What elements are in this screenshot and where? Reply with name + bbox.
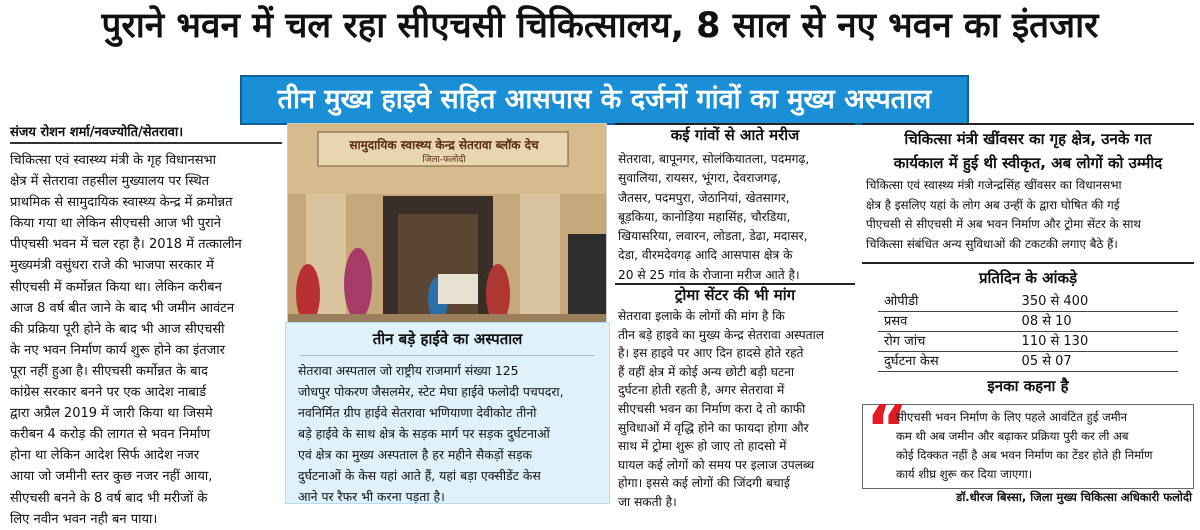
minister-text xyxy=(866,176,1194,254)
trauma-line: सेतरावा इलाके के लोगों की मांग है कि xyxy=(618,309,785,323)
daily-stats-table xyxy=(878,292,1178,372)
stats-row xyxy=(878,352,1178,372)
quote-line: कार्य शीघ्र शुरू कर दिया जाएगा। xyxy=(896,467,1033,481)
villages-line: खियासरिया, लवारन, लोडता, डेढा, मदासर, xyxy=(618,229,808,244)
quote-text xyxy=(896,408,1188,484)
article-line: पूरा नहीं हुआ है। सीएचसी कर्मोन्नत के बाद xyxy=(10,363,208,379)
highway-box-line: जोधपुर पोकरण जैसलमेर, स्टेट मेघा हाईवे फलोदी पचपदरा, xyxy=(298,384,564,399)
photo-sign-subtext: जिला-फलोदी xyxy=(422,155,466,165)
villages-title: कई गांवों से आते मरीज xyxy=(670,126,800,144)
article-line: आया जो जमीनी स्तर कुछ नजर नहीं आया, xyxy=(10,469,213,485)
minister-line: चिकित्सा एवं स्वास्थ्य मंत्री गजेन्द्रसिंह खींवसर का विधानसभा xyxy=(866,178,1122,192)
stats-title: प्रतिदिन के आंकड़े xyxy=(862,262,1194,288)
quote-attribution: डॉ.धीरज बिस्सा, जिला मुख्य चिकित्सा अधिकारी फलोदी xyxy=(956,490,1192,504)
article-line: के नए भवन निर्माण कार्य शुरू होने का इंतजार xyxy=(10,342,225,358)
article-line: चिकित्सा एवं स्वास्थ्य मंत्री के गृह विधानसभा xyxy=(10,153,217,168)
article-line: लिए नवीन भवन नही बन पाया। xyxy=(10,511,158,527)
quote-mark-icon: “ xyxy=(866,393,909,467)
article-line: आज 8 वर्ष बीत जाने के बाद भी जमीन आवंटन xyxy=(10,300,235,316)
stats-row xyxy=(878,332,1178,352)
trauma-line: साथ में ट्रोमा शुरू हो जाए तो हादसो में xyxy=(618,439,787,454)
left-column-text xyxy=(10,150,282,530)
minister-line: पीएचसी से सीएचसी में अब भवन निर्माण और ट्रोमा सेंटर के साथ xyxy=(866,217,1141,231)
highway-box-line: आने पर रैफर भी करना पड़ता है। xyxy=(298,489,445,504)
article-line: किया गया था लेकिन सीएचसी आज भी पुराने xyxy=(10,216,221,232)
villages-line: जैतसर, पदमपुरा, जेठानियां, खेतसागर, xyxy=(618,190,790,205)
stats-label: दुर्घटना केस xyxy=(878,352,1016,372)
headline: पुराने भवन में चल रहा सीएचसी चिकित्सालय, 8 साल से नए भवन का इंतजार xyxy=(101,6,1099,46)
minister-line: क्षेत्र है इसलिए यहां के लोग अब उन्हीं के द्वारा घोषित की गई xyxy=(866,197,1120,212)
highway-box-line: दुर्घटनाओं के केस यहां आते हैं, यहां बड़ा एक्सीडेंट केस xyxy=(298,468,541,483)
highway-box-title: तीन बड़े हाईवे का अस्पताल xyxy=(300,329,595,356)
trauma-line: सीएचसी भवन का निर्माण करा दे तो काफी xyxy=(618,401,806,416)
villages-line: सेतरावा, बापूनगर, सोलंकियातला, पदमगढ़, xyxy=(618,152,810,166)
trauma-line: है। इस हाइवे पर आए दिन हादसे होते रहते xyxy=(618,346,804,361)
hospital-photo xyxy=(287,123,607,325)
stats-value: 08 से 10 xyxy=(1016,312,1178,332)
stats-value: 350 से 400 xyxy=(1016,292,1178,312)
trauma-line: घायल कई लोगों को समय पर इलाज उपलब्ध xyxy=(618,457,815,472)
trauma-line: हैं वहीं क्षेत्र में कोई अन्य छोटी बड़ी घटना xyxy=(618,364,794,379)
article-line: सीएचसी बनने के 8 वर्ष बाद भी मरीजों के xyxy=(10,490,208,506)
article-line: क्षेत्र में सेतरावा तहसील मुख्यालय पर स्थित xyxy=(10,174,210,190)
article-line: की प्रक्रिया पूरी होने के बाद भी आज सीएचसी xyxy=(10,321,225,337)
stats-label: प्रसव xyxy=(878,312,1016,332)
quote-title: इनका कहना है xyxy=(987,377,1069,395)
trauma-line: सुविधाओं में वृद्धि होने का फायदा होगा और xyxy=(618,420,809,435)
villages-line: बूड़किया, कानोड़िया महासिंह, चौरडिया, xyxy=(618,209,791,224)
trauma-line: दुर्घटना होती रहती है, अगर सेतरावा में xyxy=(618,383,785,398)
stats-value: 05 से 07 xyxy=(1016,352,1178,372)
stats-label: ओपीडी xyxy=(878,292,1016,312)
trauma-line: होगा। इससे कई लोगों की जिंदगी बचाई xyxy=(618,476,790,491)
minister-line: चिकित्सा संबंधित अन्य सुविधाओं की टकटकी लगाए बैठे हैं। xyxy=(866,236,1118,251)
article-line: पीएचसी भवन में चल रहा है। 2018 में तत्कालीन xyxy=(10,237,242,253)
stats-value: 110 से 130 xyxy=(1016,332,1178,352)
article-line: प्राथमिक से सामुदायिक स्वास्थ्य केन्द्र में क्रमोन्नत xyxy=(10,195,233,211)
villages-line: 20 से 25 गांव के रोजाना मरीज आते है। xyxy=(618,267,800,282)
minister-title-line-1: चिकित्सा मंत्री खींवसर का गृह क्षेत्र, उनके गत xyxy=(904,130,1152,148)
photo-sign-text: सामुदायिक स्वास्थ्य केन्द्र सेतरावा ब्लॉक देच xyxy=(349,138,539,152)
article-line: करीबन 4 करोड़ की लागत से भवन निर्माण xyxy=(10,427,210,443)
stats-row xyxy=(878,292,1178,312)
trauma-title: ट्रोमा सेंटर की भी मांग xyxy=(674,286,796,304)
highway-hospital-box xyxy=(285,322,610,504)
article-line: कांग्रेस सरकार बनने पर एक आदेश नाबार्ड xyxy=(10,385,207,401)
stats-row xyxy=(878,312,1178,332)
highway-box-line: एवं क्षेत्र का मुख्य अस्पताल है हर महीने सैकड़ों सड़क xyxy=(298,447,533,462)
trauma-text xyxy=(618,307,854,512)
subheadline: तीन मुख्य हाइवे सहित आसपास के दर्जनों गांवों का मुख्य अस्पताल xyxy=(240,75,969,125)
quote-line: कम थी अब जमीन और बढ़ाकर प्रक्रिया पुरी कर ली अब xyxy=(896,429,1129,443)
minister-title-line-2: कार्यकाल में हुई थी स्वीकृत, अब लोगों को उम्मीद xyxy=(893,154,1163,172)
trauma-line: जा सकती है। xyxy=(618,494,677,509)
highway-box-line: बड़े हाईवे के साथ क्षेत्र के सड़क मार्ग पर सड़क दुर्घटनाओं xyxy=(298,426,550,441)
stats-label: रोग जांच xyxy=(878,332,1016,352)
highway-box-line: सेतरावा अस्पताल जो राष्ट्रीय राजमार्ग संख्या 125 xyxy=(298,363,519,378)
villages-line: देडा, वीरमदेवगढ़ आदि आसपास क्षेत्र के xyxy=(618,248,793,263)
highway-box-text xyxy=(286,356,609,507)
article-line: द्वारा अप्रैल 2019 में जारी किया था जिसमे xyxy=(10,406,213,422)
article-line: होना था लेकिन आदेश सिर्फ आदेश नजर xyxy=(10,448,200,464)
villages-text xyxy=(618,150,854,285)
quote-line: सीएचसी भवन निर्माण के लिए पहले आवंटित हुई जमीन xyxy=(896,410,1128,424)
quote-line: कोई दिक्कत नहीं है अब भवन निर्माण का टेंडर होते ही निर्माण xyxy=(896,448,1153,462)
villages-line: सुवालिया, रायसर, भूंगरा, देवराजगढ़, xyxy=(618,171,782,186)
trauma-line: तीन बड़े हाइवे का मुख्य केन्द्र सेतरावा अस्पताल xyxy=(618,327,825,342)
highway-box-line: नवनिर्मित ग्रीप हाईवे सेतरावा भणियाणा देवीकोट तीनो xyxy=(298,405,537,420)
byline: संजय रोशन शर्मा/नवज्योति/सेतरावा। xyxy=(10,124,282,144)
article-line: मुख्यमंत्री वसुंधरा राजे की भाजपा सरकार में xyxy=(10,258,214,274)
article-line: सीएचसी में कर्मोन्नत किया था। लेकिन करीबन xyxy=(10,279,222,295)
minister-title-block xyxy=(862,123,1194,175)
